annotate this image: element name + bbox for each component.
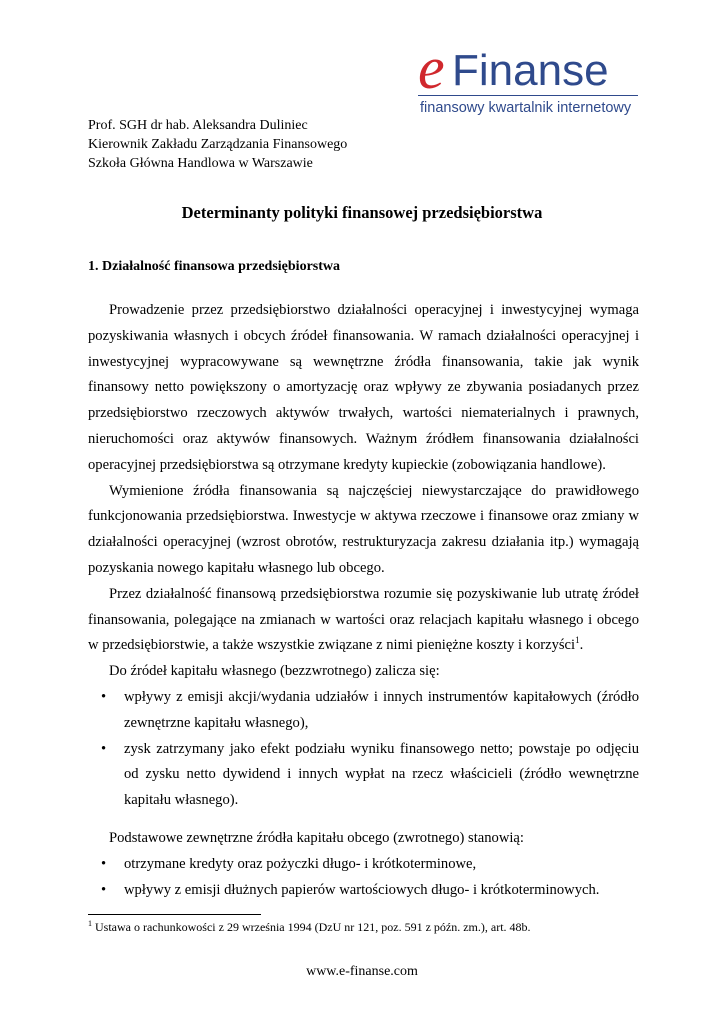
list-item-text: wpływy z emisji akcji/wydania udziałów i innych instrumentów kapitałowych (źródło zewnętrzne kapitału własnego), [124,688,639,731]
bullet-icon: • [101,740,107,757]
bullet-icon: • [101,688,107,705]
footnote-marker: 1 [88,919,92,928]
list-item-text: otrzymane kredyty oraz pożyczki długo- i krótkoterminowe, [124,855,477,872]
paragraph: Prowadzenie przez przedsiębiorstwo działalności operacyjnej i inwestycyjnej wymaga pozyskiwania własnych i obcych źródeł finansowania. W ramach działalności operacyjnej i inwestycyjnej wypracowywane są wewnętrzne źródła finansowania, takie jak wynik finansowy netto powiększony o amortyzację oraz wpływy ze zbywania posiadanych przez przedsiębiorstwo rzeczowych aktywów trwałych, wartości niematerialnych i prawnych, nieruchomości oraz aktywów finansowych. Ważnym źródłem finansowania działalności operacyjnej przedsiębiorstwa są otrzymane kredyty kupieckie (zobowiązania handlowe). [88,302,639,473]
equity-list [88,685,639,814]
efinanse-logo [418,35,640,120]
logo-divider [418,95,638,96]
author-name: Prof. SGH dr hab. Aleksandra Duliniec [88,118,308,133]
paragraph-with-footnote: Przez działalność finansową przedsiębiorstwa rozumie się pozyskiwanie lub utratę źródeł finansowania, polegające na zmianach w wartości oraz relacjach kapitału własnego i obcego w przedsiębiorstwie, a także wszystkie związane z nimi pieniężne koszty i korzyści$^1$. [88,585,639,654]
body-text [88,298,639,903]
footnote-text: Ustawa o rachunkowości z 29 września 1994 (DzU nr 121, poz. 591 z późn. zm.), art. 48b. [95,920,531,934]
list-item-text: zysk zatrzymany jako efekt podziału wyniku finansowego netto; powstaje po odjęciu od zysku netto dywidend i innych wypłat na rzecz właścicieli (źródło wewnętrzne kapitału własnego). [124,740,639,809]
author-position: Kierownik Zakładu Zarządzania Finansowego [88,137,348,152]
logo-tagline: finansowy kwartalnik internetowy [420,100,632,116]
document-title: Determinanty polityki finansowej przedsiębiorstwa [181,203,543,222]
paragraph: Wymienione źródła finansowania są najczęściej niewystarczające do prawidłowego funkcjonowania przedsiębiorstwa. Inwestycje w aktywa rzeczowe i finansowe oraz zmiany w działalności operacyjnej (wzrost obrotów, restrukturyzacja zakresu działania itp.) wymagają pozyskania nowego kapitału własnego lub obcego. [88,482,639,576]
list-item [88,737,639,814]
list-item [88,685,639,737]
footnote-reference[interactable]: 1 [575,635,580,646]
section-heading: 1. Działalność finansowa przedsiębiorstwa [88,259,340,274]
list-item [88,852,639,878]
debt-intro: Podstawowe zewnętrzne źródła kapitału obcego (zwrotnego) stanowią: [109,829,524,846]
list-item-text: wpływy z emisji dłużnych papierów wartościowych długo- i krótkoterminowych. [124,881,600,898]
author-block [88,116,347,173]
logo-name: Finanse [452,46,609,95]
spacer [88,814,639,826]
footnote [88,919,531,935]
debt-list [88,852,639,904]
bullet-icon: • [101,855,107,872]
list-item [88,878,639,904]
footer-url[interactable]: www.e-finanse.com [306,964,418,979]
bullet-icon: • [101,881,107,898]
logo-letter-e: e [418,35,445,101]
footnote-divider [88,914,261,915]
paragraph-text: Przez działalność finansową przedsiębiorstwa rozumie się pozyskiwanie lub utratę źródeł finansowania, polegające na zmianach w wartości oraz relacjach kapitału własnego i obcego w przedsiębiorstwie, a także wszystkie związane z nimi pieniężne koszty i korzyści [88,585,639,654]
author-institution: Szkoła Główna Handlowa w Warszawie [88,156,313,171]
equity-intro: Do źródeł kapitału własnego (bezzwrotnego) zalicza się: [109,663,440,680]
